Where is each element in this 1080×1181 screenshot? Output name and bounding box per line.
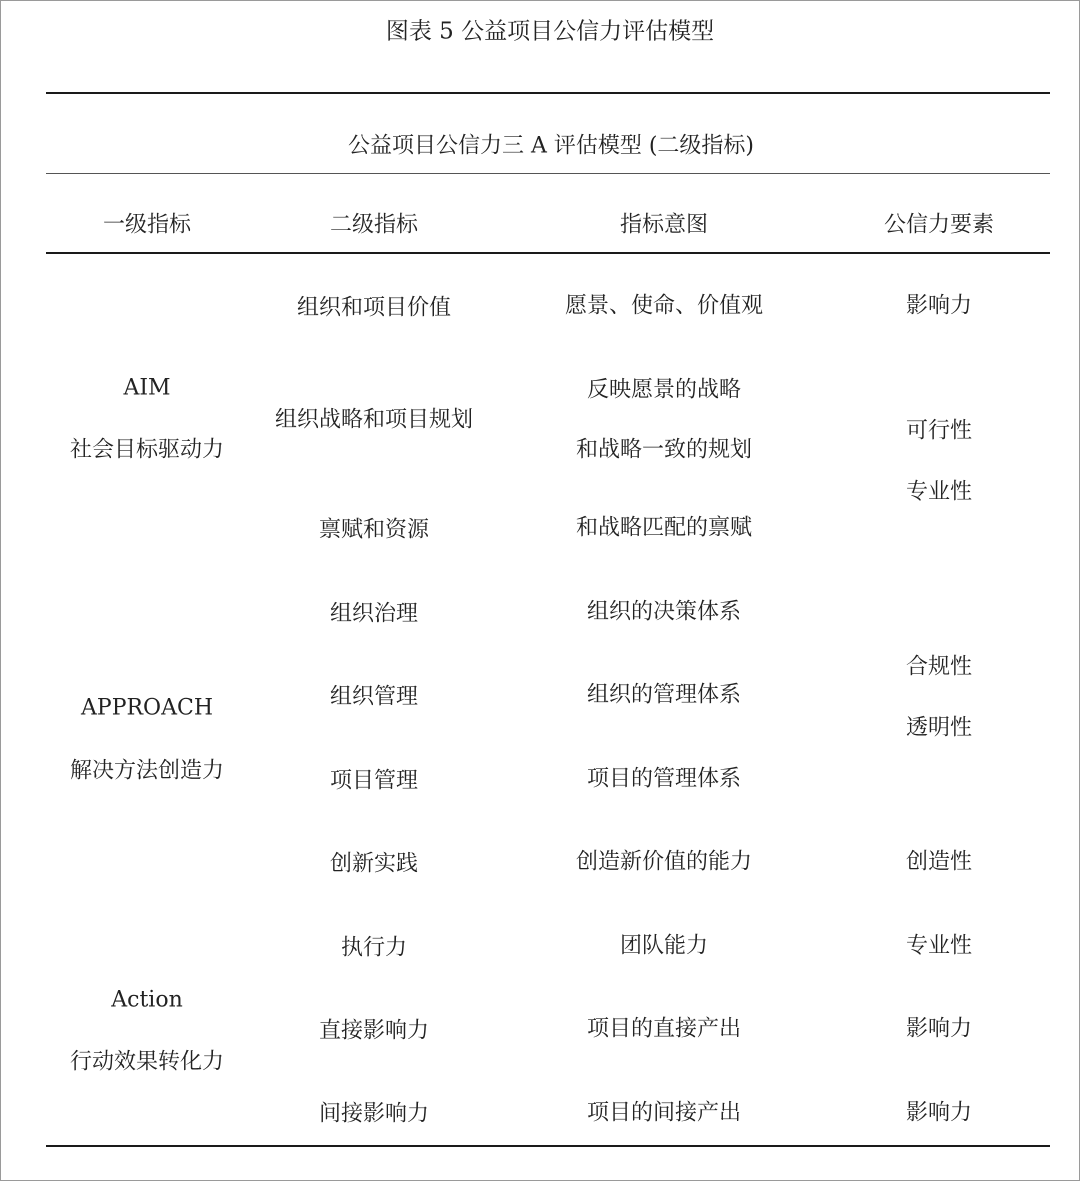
level2-item: 执行力 (340, 935, 408, 961)
intent-item: 团队能力 (619, 933, 709, 959)
level2-item: 禀赋和资源 (318, 517, 430, 543)
intent-item: 和战略一致的规划 (575, 437, 753, 463)
header-level2: 二级指标 (329, 212, 419, 238)
header-level1: 一级指标 (102, 212, 192, 238)
bottom-rule (46, 1145, 1050, 1147)
intent-item: 项目的管理体系 (586, 766, 742, 792)
group-aim-en: AIM (123, 375, 171, 401)
table-subtitle: 公益项目公信力三 A 评估模型 (二级指标) (347, 133, 755, 159)
factor-item: 专业性 (905, 479, 973, 505)
group-approach-zh: 解决方法创造力 (69, 758, 225, 784)
level2-item: 组织管理 (329, 684, 419, 710)
level2-item: 直接影响力 (318, 1018, 430, 1044)
factor-item: 可行性 (905, 418, 973, 444)
figure-caption: 图表 5 公益项目公信力评估模型 (385, 18, 715, 45)
group-approach-en: APPROACH (81, 695, 213, 721)
factor-item: 专业性 (905, 933, 973, 959)
intent-item: 项目的间接产出 (586, 1100, 742, 1126)
header-rule (46, 252, 1050, 254)
intent-item: 项目的直接产出 (586, 1016, 742, 1042)
intent-item: 反映愿景的战略 (586, 377, 742, 403)
factor-item: 透明性 (905, 715, 973, 741)
group-action-zh: 行动效果转化力 (69, 1049, 225, 1075)
top-rule (46, 92, 1050, 94)
level2-item: 组织和项目价值 (296, 295, 452, 321)
intent-item: 和战略匹配的禀赋 (575, 515, 753, 541)
group-aim-zh: 社会目标驱动力 (69, 437, 225, 463)
header-factor: 公信力要素 (883, 212, 995, 238)
level2-item: 项目管理 (329, 768, 419, 794)
intent-item: 创造新价值的能力 (575, 849, 753, 875)
factor-item: 合规性 (905, 654, 973, 680)
level2-item: 创新实践 (329, 851, 419, 877)
intent-item: 组织的决策体系 (586, 599, 742, 625)
factor-item: 影响力 (905, 293, 973, 319)
intent-item: 组织的管理体系 (586, 682, 742, 708)
subtitle-rule (46, 173, 1050, 174)
factor-item: 影响力 (905, 1100, 973, 1126)
intent-item: 愿景、使命、价值观 (564, 293, 764, 319)
level2-item: 间接影响力 (318, 1101, 430, 1127)
header-intent: 指标意图 (619, 212, 709, 238)
level2-item: 组织战略和项目规划 (274, 407, 474, 433)
group-action-en: Action (111, 987, 183, 1013)
factor-item: 创造性 (905, 849, 973, 875)
factor-item: 影响力 (905, 1016, 973, 1042)
level2-item: 组织治理 (329, 601, 419, 627)
